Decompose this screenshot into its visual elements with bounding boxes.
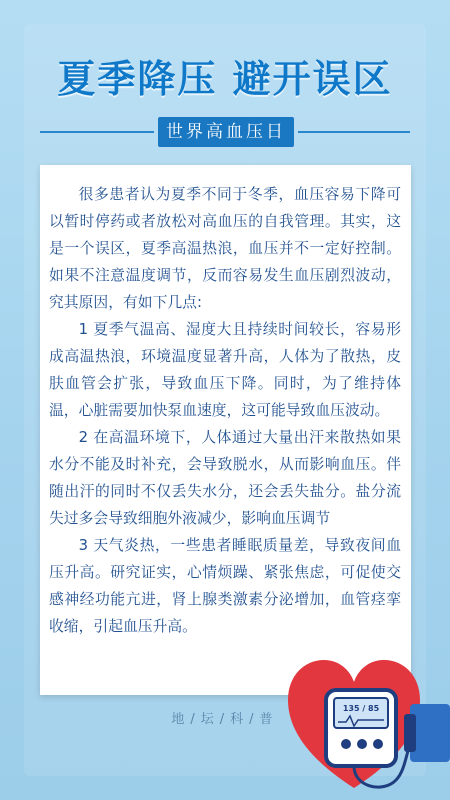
source-footer: 地/坛/科/普 — [171, 712, 279, 727]
monitor-button-2 — [357, 739, 367, 749]
badge-divider-right — [298, 131, 410, 133]
page-title: 夏季降压 避开误区 — [57, 57, 393, 101]
article-paragraph-intro: 很多患者认为夏季不同于冬季，血压容易下降可以暂时停药或者放松对高血压的自我管理。其实，这是一个误区，夏季高温热浪，血压并不一定好控制。如果不注意温度调节，反而容易发生血压剧烈波动，究其原因，有如下几点: — [49, 186, 401, 311]
monitor-screen — [334, 698, 388, 728]
badge-divider-left — [40, 131, 154, 133]
article-paragraph-2: 2 在高温环境下，人体通过大量出汗来散热如果水分不能及时补充，会导致脱水，从而影响血压。伴随出汗的同时不仅丢失水分，还会丢失盐分。盐分流失过多会导致细胞外液减少，影响血压调节 — [49, 429, 401, 527]
bp-cuff-strap — [404, 714, 416, 752]
article-paragraph-3: 3 天气炎热，一些患者睡眠质量差，导致夜间血压升高。研究证实，心情烦躁、紧张焦虑，可促使交感神经功能亢进，肾上腺类激素分泌增加，血管痉挛收缩，引起血压升高。 — [49, 537, 401, 635]
monitor-button-1 — [341, 739, 351, 749]
monitor-reading: 135 / 85 — [342, 704, 380, 713]
blood-pressure-illustration — [284, 638, 450, 800]
article-paragraph-1: 1 夏季气温高、湿度大且持续时间较长，容易形成高温热浪，环境温度显著升高，人体为了散热，皮肤血管会扩张，导致血压下降。同时，为了维持体温，心脏需要加快泵血速度，这可能导致血压波动。 — [49, 321, 401, 419]
event-badge: 世界高血压日 — [158, 117, 294, 147]
article-body — [49, 181, 401, 640]
monitor-button-3 — [373, 739, 383, 749]
